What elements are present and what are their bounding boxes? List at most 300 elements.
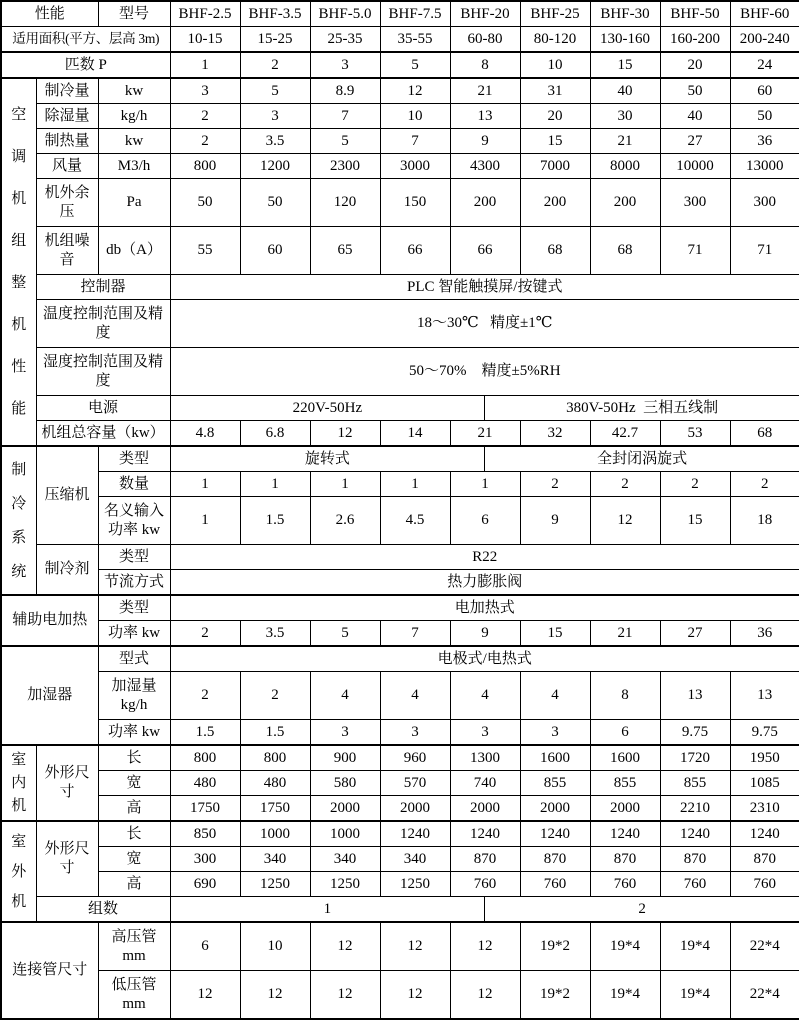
row-outdoor-height	[1, 872, 799, 897]
compressor-type-left: 旋转式	[171, 447, 486, 471]
value-cell: 9	[450, 129, 520, 154]
value-cell: 50	[730, 104, 799, 129]
row-label-static-pressure: 机外余压	[36, 179, 98, 227]
row-label-aux-heater-type: 类型	[98, 595, 170, 621]
value-cell: 12	[450, 971, 520, 1020]
value-cell: 1250	[310, 872, 380, 897]
col-header-performance: 性能	[1, 1, 98, 27]
row-compressor-type	[1, 446, 799, 472]
value-cell: 3	[380, 720, 450, 746]
value-cell: 50	[240, 179, 310, 227]
value-cell: 36	[730, 621, 799, 647]
value-cell: 50	[660, 78, 730, 104]
value-cell: 1000	[240, 821, 310, 847]
value-cell: 6	[170, 922, 240, 971]
value-cell: 300	[660, 179, 730, 227]
value-cell: 2210	[660, 796, 730, 822]
row-compressor-qty	[1, 472, 799, 497]
value-cell: 12	[310, 922, 380, 971]
value-cell: 32	[520, 421, 590, 447]
power-supply-left: 220V-50Hz	[171, 396, 486, 420]
value-cell: 580	[310, 771, 380, 796]
value-cell: 2.6	[310, 497, 380, 545]
value-cell: 870	[520, 847, 590, 872]
value-cell: 27	[660, 621, 730, 647]
value-cell: 19*2	[520, 971, 590, 1020]
row-humidifier-type	[1, 646, 799, 672]
value-cell: 50	[170, 179, 240, 227]
row-label-throttle: 节流方式	[98, 570, 170, 596]
row-indoor-width	[1, 771, 799, 796]
value-cell: 10-15	[170, 27, 240, 53]
model-header: BHF-60	[730, 1, 799, 27]
row-label-compressor-input-power: 名义输入功率 kw	[98, 497, 170, 545]
value-cell: 130-160	[590, 27, 660, 53]
value-cell: 3.5	[240, 621, 310, 647]
row-label-cooling: 制冷量	[36, 78, 98, 104]
value-cell: 1250	[240, 872, 310, 897]
value-cell: 36	[730, 129, 799, 154]
model-header: BHF-20	[450, 1, 520, 27]
value-cell: 480	[170, 771, 240, 796]
value-cell: 160-200	[660, 27, 730, 53]
sub-label-refrigerant: 制冷剂	[36, 545, 98, 596]
row-label-area: 适用面积(平方、层高 3m)	[1, 27, 170, 53]
value-cell: 3	[310, 52, 380, 78]
value-cell: 18	[730, 497, 799, 545]
row-static-pressure	[1, 179, 799, 227]
value-cell: 570	[380, 771, 450, 796]
value-cell: 2	[170, 129, 240, 154]
row-aux-heater-type	[1, 595, 799, 621]
row-airflow	[1, 154, 799, 179]
value-cell: 340	[380, 847, 450, 872]
value-cell: 10	[380, 104, 450, 129]
value-cell: 1	[310, 472, 380, 497]
row-label-refrigerant-type: 类型	[98, 545, 170, 570]
group-label-pipes: 连接管尺寸	[1, 922, 98, 1019]
value-cell: 4300	[450, 154, 520, 179]
value-cell: 68	[590, 227, 660, 275]
unit-airflow: M3/h	[98, 154, 170, 179]
sub-label-indoor-dimensions: 外形尺寸	[36, 745, 98, 821]
value-cell: 12	[380, 971, 450, 1020]
value-cell: 6.8	[240, 421, 310, 447]
value-cell: 2	[240, 672, 310, 720]
value-cell: 3000	[380, 154, 450, 179]
value-cell: 2000	[450, 796, 520, 822]
row-temp-control	[1, 300, 799, 348]
value-cell: 2	[730, 472, 799, 497]
value-cell: 120	[310, 179, 380, 227]
value-cell: 60-80	[450, 27, 520, 53]
unit-noise: db（A）	[98, 227, 170, 275]
value-cell: 66	[450, 227, 520, 275]
value-cell: 5	[240, 78, 310, 104]
row-power-supply	[1, 396, 799, 421]
value-cell: 9	[450, 621, 520, 647]
value-cell: 760	[520, 872, 590, 897]
groups-right: 2	[638, 900, 646, 917]
header-row	[1, 1, 799, 27]
row-groups	[1, 897, 799, 923]
value-cell: 5	[310, 129, 380, 154]
value-cell: 3	[520, 720, 590, 746]
row-label-indoor-height: 高	[98, 796, 170, 822]
groups-values	[170, 897, 799, 923]
row-area	[1, 27, 799, 53]
row-label-humidifier-power: 功率 kw	[98, 720, 170, 746]
row-label-outdoor-height: 高	[98, 872, 170, 897]
row-high-pressure-pipe	[1, 922, 799, 971]
value-cell: 71	[730, 227, 799, 275]
row-label-compressor-qty: 数量	[98, 472, 170, 497]
value-cell: 21	[590, 129, 660, 154]
value-cell: 13	[730, 672, 799, 720]
value-cell: 5	[310, 621, 380, 647]
value-cell: 31	[520, 78, 590, 104]
value-cell: 850	[170, 821, 240, 847]
value-cell: 4.8	[170, 421, 240, 447]
value-cell: 800	[240, 745, 310, 771]
row-label-outdoor-length: 长	[98, 821, 170, 847]
value-cell: 2	[170, 104, 240, 129]
value-cell: 10000	[660, 154, 730, 179]
row-label-dehumid: 除湿量	[36, 104, 98, 129]
value-cell: 6	[450, 497, 520, 545]
value-cell: 2000	[310, 796, 380, 822]
value-cell: 760	[660, 872, 730, 897]
refrigerant-type-value: R22	[170, 545, 799, 570]
row-compressor-input-power	[1, 497, 799, 545]
value-cell: 13000	[730, 154, 799, 179]
value-cell: 19*4	[590, 922, 660, 971]
value-cell: 21	[590, 621, 660, 647]
value-cell: 60	[240, 227, 310, 275]
sub-label-compressor: 压缩机	[36, 446, 98, 545]
value-cell: 340	[310, 847, 380, 872]
value-cell: 870	[660, 847, 730, 872]
value-cell: 1240	[380, 821, 450, 847]
value-cell: 1250	[380, 872, 450, 897]
value-cell: 3	[450, 720, 520, 746]
value-cell: 7	[380, 129, 450, 154]
aux-heater-type-value: 电加热式	[170, 595, 799, 621]
value-cell: 1000	[310, 821, 380, 847]
value-cell: 1.5	[240, 497, 310, 545]
value-cell: 1.5	[240, 720, 310, 746]
row-label-power-supply: 电源	[36, 396, 170, 421]
row-label-compressor-type: 类型	[98, 446, 170, 472]
value-cell: 9	[520, 497, 590, 545]
value-cell: 15	[590, 52, 660, 78]
value-cell: 480	[240, 771, 310, 796]
value-cell: 1300	[450, 745, 520, 771]
value-cell: 200	[450, 179, 520, 227]
row-indoor-height	[1, 796, 799, 822]
row-label-heating: 制热量	[36, 129, 98, 154]
group-label-aux-heater: 辅助电加热	[1, 595, 98, 646]
value-cell: 12	[590, 497, 660, 545]
row-label-aux-heater-power: 功率 kw	[98, 621, 170, 647]
value-cell: 4.5	[380, 497, 450, 545]
value-cell: 855	[660, 771, 730, 796]
col-header-model: 型号	[98, 1, 170, 27]
value-cell: 10	[520, 52, 590, 78]
value-cell: 1720	[660, 745, 730, 771]
value-cell: 19*4	[590, 971, 660, 1020]
value-cell: 71	[660, 227, 730, 275]
model-header: BHF-3.5	[240, 1, 310, 27]
row-label-noise: 机组噪音	[36, 227, 98, 275]
row-controller	[1, 275, 799, 300]
value-cell: 7	[380, 621, 450, 647]
value-cell: 22*4	[730, 971, 799, 1020]
value-cell: 1	[170, 497, 240, 545]
unit-static-pressure: Pa	[98, 179, 170, 227]
value-cell: 21	[450, 421, 520, 447]
value-cell: 2	[590, 472, 660, 497]
value-cell: 200-240	[730, 27, 799, 53]
value-cell: 960	[380, 745, 450, 771]
value-cell: 15-25	[240, 27, 310, 53]
value-cell: 2000	[380, 796, 450, 822]
value-cell: 20	[520, 104, 590, 129]
value-cell: 1240	[520, 821, 590, 847]
humidifier-type-value: 电极式/电热式	[170, 646, 799, 672]
row-label-temp-control: 温度控制范围及精度	[36, 300, 170, 348]
value-cell: 2	[520, 472, 590, 497]
value-cell: 80-120	[520, 27, 590, 53]
throttle-value: 热力膨胀阀	[170, 570, 799, 596]
model-header: BHF-2.5	[170, 1, 240, 27]
row-total-capacity	[1, 421, 799, 447]
value-cell: 1085	[730, 771, 799, 796]
value-cell: 1	[170, 52, 240, 78]
value-cell: 1750	[170, 796, 240, 822]
compressor-type-right: 全封闭涡旋式	[597, 450, 688, 467]
value-cell: 68	[520, 227, 590, 275]
value-cell: 1600	[590, 745, 660, 771]
value-cell: 1200	[240, 154, 310, 179]
value-cell: 2	[170, 621, 240, 647]
row-aux-heater-power	[1, 621, 799, 647]
value-cell: 42.7	[590, 421, 660, 447]
value-cell: 1	[450, 472, 520, 497]
model-header: BHF-25	[520, 1, 590, 27]
value-cell: 12	[170, 971, 240, 1020]
value-cell: 760	[730, 872, 799, 897]
value-cell: 53	[660, 421, 730, 447]
groups-left: 1	[171, 897, 486, 921]
value-cell: 12	[310, 421, 380, 447]
value-cell: 8	[450, 52, 520, 78]
value-cell: 2300	[310, 154, 380, 179]
humidity-control-value: 50～70% 精度±5%RH	[170, 348, 799, 396]
row-indoor-length	[1, 745, 799, 771]
value-cell: 65	[310, 227, 380, 275]
row-heating	[1, 129, 799, 154]
value-cell: 4	[520, 672, 590, 720]
unit-cooling: kw	[98, 78, 170, 104]
sub-label-outdoor-dimensions: 外形尺寸	[36, 821, 98, 897]
row-label-hp: 匹数 P	[1, 52, 170, 78]
value-cell: 21	[450, 78, 520, 104]
value-cell: 1950	[730, 745, 799, 771]
value-cell: 1240	[450, 821, 520, 847]
group-label-unit-performance: 空调机组整机性能	[1, 78, 36, 446]
value-cell: 2	[240, 52, 310, 78]
model-header: BHF-5.0	[310, 1, 380, 27]
value-cell: 8	[590, 672, 660, 720]
value-cell: 1	[380, 472, 450, 497]
value-cell: 7	[310, 104, 380, 129]
model-header: BHF-50	[660, 1, 730, 27]
value-cell: 340	[240, 847, 310, 872]
power-supply-values	[170, 396, 799, 421]
value-cell: 760	[450, 872, 520, 897]
row-label-total-capacity: 机组总容量（kw）	[36, 421, 170, 447]
value-cell: 1240	[660, 821, 730, 847]
value-cell: 55	[170, 227, 240, 275]
value-cell: 2	[660, 472, 730, 497]
value-cell: 4	[380, 672, 450, 720]
value-cell: 3.5	[240, 129, 310, 154]
controller-value: PLC 智能触摸屏/按键式	[170, 275, 799, 300]
value-cell: 1750	[240, 796, 310, 822]
value-cell: 22*4	[730, 922, 799, 971]
row-humidifier-power	[1, 720, 799, 746]
value-cell: 13	[660, 672, 730, 720]
value-cell: 68	[730, 421, 799, 447]
value-cell: 1	[170, 472, 240, 497]
row-cooling	[1, 78, 799, 104]
unit-heating: kw	[98, 129, 170, 154]
value-cell: 800	[170, 154, 240, 179]
row-label-humidifier-type: 型式	[98, 646, 170, 672]
value-cell: 35-55	[380, 27, 450, 53]
value-cell: 3	[170, 78, 240, 104]
value-cell: 27	[660, 129, 730, 154]
model-header: BHF-7.5	[380, 1, 450, 27]
row-label-high-pressure-pipe: 高压管 mm	[98, 922, 170, 971]
value-cell: 14	[380, 421, 450, 447]
value-cell: 2	[170, 672, 240, 720]
value-cell: 12	[310, 971, 380, 1020]
row-label-indoor-width: 宽	[98, 771, 170, 796]
value-cell: 200	[590, 179, 660, 227]
value-cell: 12	[240, 971, 310, 1020]
group-label-indoor-unit: 室内机	[1, 745, 36, 821]
row-label-humidity-control: 湿度控制范围及精度	[36, 348, 170, 396]
row-noise	[1, 227, 799, 275]
value-cell: 855	[590, 771, 660, 796]
value-cell: 740	[450, 771, 520, 796]
row-outdoor-length	[1, 821, 799, 847]
group-label-humidifier: 加湿器	[1, 646, 98, 745]
value-cell: 24	[730, 52, 799, 78]
row-outdoor-width	[1, 847, 799, 872]
value-cell: 13	[450, 104, 520, 129]
row-hp	[1, 52, 799, 78]
value-cell: 4	[450, 672, 520, 720]
value-cell: 2310	[730, 796, 799, 822]
value-cell: 8.9	[310, 78, 380, 104]
compressor-type-values	[170, 446, 799, 472]
temp-control-value: 18～30℃ 精度±1℃	[170, 300, 799, 348]
value-cell: 15	[660, 497, 730, 545]
value-cell: 3	[310, 720, 380, 746]
value-cell: 19*2	[520, 922, 590, 971]
value-cell: 855	[520, 771, 590, 796]
row-label-airflow: 风量	[36, 154, 98, 179]
value-cell: 5	[380, 52, 450, 78]
value-cell: 2000	[520, 796, 590, 822]
unit-dehumid: kg/h	[98, 104, 170, 129]
value-cell: 1240	[590, 821, 660, 847]
value-cell: 40	[590, 78, 660, 104]
row-throttle	[1, 570, 799, 596]
value-cell: 300	[730, 179, 799, 227]
value-cell: 4	[310, 672, 380, 720]
value-cell: 12	[380, 922, 450, 971]
value-cell: 1600	[520, 745, 590, 771]
value-cell: 800	[170, 745, 240, 771]
value-cell: 8000	[590, 154, 660, 179]
value-cell: 2000	[590, 796, 660, 822]
value-cell: 20	[660, 52, 730, 78]
value-cell: 12	[450, 922, 520, 971]
value-cell: 7000	[520, 154, 590, 179]
value-cell: 30	[590, 104, 660, 129]
value-cell: 1240	[730, 821, 799, 847]
value-cell: 1.5	[170, 720, 240, 746]
value-cell: 19*4	[660, 971, 730, 1020]
row-label-groups: 组数	[36, 897, 170, 923]
model-header: BHF-30	[590, 1, 660, 27]
value-cell: 15	[520, 621, 590, 647]
power-supply-right: 380V-50Hz 三相五线制	[566, 399, 719, 416]
value-cell: 19*4	[660, 922, 730, 971]
value-cell: 66	[380, 227, 450, 275]
row-label-controller: 控制器	[36, 275, 170, 300]
value-cell: 150	[380, 179, 450, 227]
value-cell: 3	[240, 104, 310, 129]
group-label-outdoor-unit: 室外机	[1, 821, 36, 922]
value-cell: 10	[240, 922, 310, 971]
value-cell: 200	[520, 179, 590, 227]
value-cell: 690	[170, 872, 240, 897]
value-cell: 6	[590, 720, 660, 746]
value-cell: 300	[170, 847, 240, 872]
row-label-outdoor-width: 宽	[98, 847, 170, 872]
value-cell: 25-35	[310, 27, 380, 53]
row-dehumid	[1, 104, 799, 129]
value-cell: 60	[730, 78, 799, 104]
value-cell: 15	[520, 129, 590, 154]
row-humidifier-amount	[1, 672, 799, 720]
value-cell: 1	[240, 472, 310, 497]
row-low-pressure-pipe	[1, 971, 799, 1020]
group-label-refrigeration: 制冷系统	[1, 446, 36, 595]
value-cell: 760	[590, 872, 660, 897]
row-label-humidifier-amount: 加湿量 kg/h	[98, 672, 170, 720]
value-cell: 900	[310, 745, 380, 771]
row-label-low-pressure-pipe: 低压管 mm	[98, 971, 170, 1020]
row-label-indoor-length: 长	[98, 745, 170, 771]
row-refrigerant-type	[1, 545, 799, 570]
value-cell: 870	[730, 847, 799, 872]
